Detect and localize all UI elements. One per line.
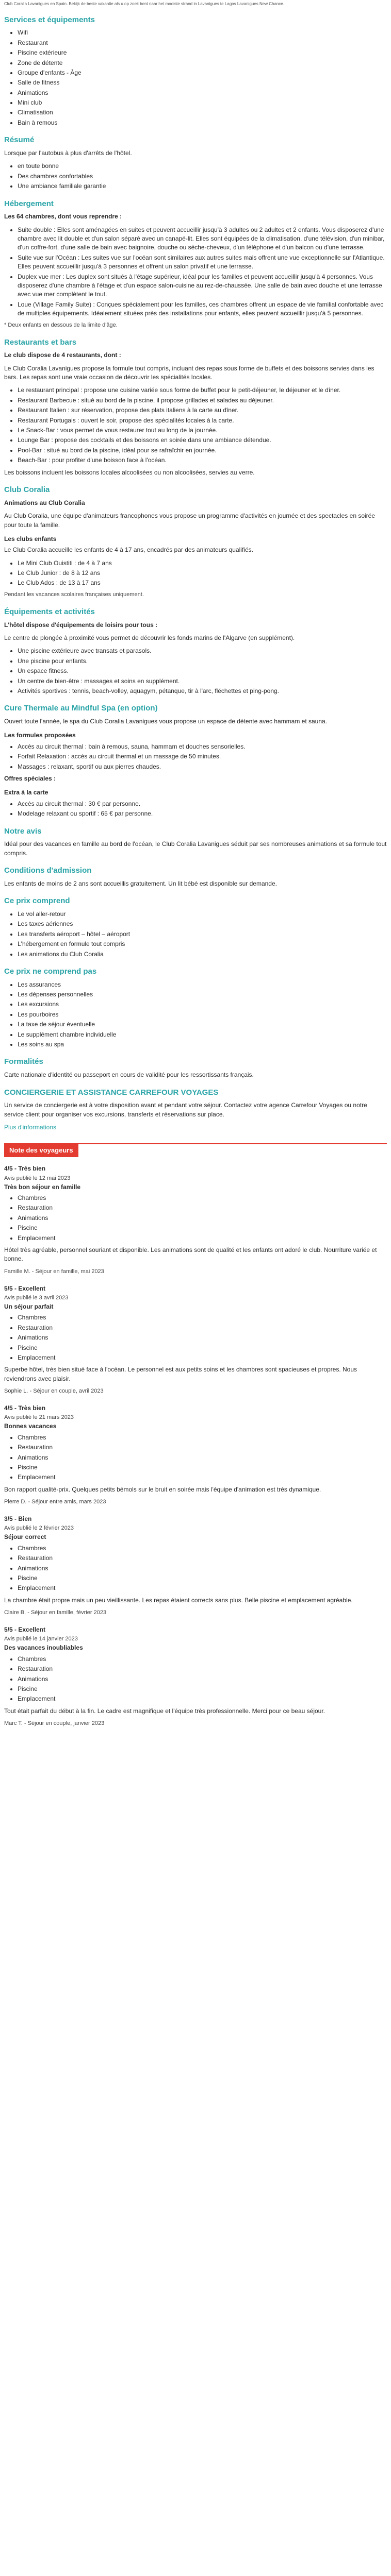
section-list bbox=[4, 386, 387, 465]
intro-text: Club Coralia Lavanigues en Spain. Bekijk de beste vakantie als u op zoek bent naar het mooiste strand in Lavanigues te Lagos Lavanigues New Chance. bbox=[4, 2, 285, 6]
list-item: • Les excursions bbox=[18, 1000, 387, 1009]
list-item: • Restauration bbox=[18, 1554, 387, 1563]
review-author: Sophie L. - Séjour en couple, avril 2023 bbox=[4, 1388, 104, 1395]
section-text: Au Club Coralia, une équipe d'animateurs francophones vous propose un programme d'activités en journée et des spectacles en soirée pour toute la famille. bbox=[4, 512, 376, 529]
list-item: • Emplacement bbox=[18, 1353, 387, 1362]
section-list bbox=[4, 162, 387, 191]
review-title: Très bon séjour en famille bbox=[4, 1183, 81, 1191]
section-list bbox=[4, 28, 387, 127]
section-text: Carte nationale d'identité ou passeport en cours de validité pour les ressortissants français. bbox=[4, 1071, 254, 1079]
more-info-link[interactable]: Plus d'informations bbox=[4, 1124, 57, 1131]
section-services bbox=[4, 14, 387, 128]
review-title: Un séjour parfait bbox=[4, 1303, 54, 1311]
list-item: • Animations bbox=[18, 1333, 387, 1342]
section-title: Conditions d'admission bbox=[4, 866, 92, 875]
review-item bbox=[4, 1284, 387, 1396]
section-text: Idéal pour des vacances en famille au bord de l'océan, le Club Coralia Lavanigues séduit par ses nombreuses animations et sa formule tout compris. bbox=[4, 840, 387, 857]
list-item: • Restaurant bbox=[18, 39, 387, 47]
list-item: • Emplacement bbox=[18, 1694, 387, 1703]
list-item: • Chambres bbox=[18, 1313, 387, 1322]
list-item: • Restaurant Portugais : ouvert le soir, propose des spécialités locales à la carte. bbox=[18, 416, 387, 425]
section-title: Cure Thermale au Mindful Spa (en option) bbox=[4, 704, 158, 713]
section-agences bbox=[4, 895, 387, 959]
list-item: • Un centre de bien-être : massages et soins en supplément. bbox=[18, 677, 387, 686]
section-note: Pendant les vacances scolaires françaises uniquement. bbox=[4, 591, 144, 598]
section-list bbox=[4, 910, 387, 959]
section-note: * Deux enfants en dessous de la limite d'âge. bbox=[4, 321, 118, 328]
list-item: • Chambres bbox=[18, 1655, 387, 1664]
section-list bbox=[4, 980, 387, 1049]
review-author: Pierre D. - Séjour entre amis, mars 2023 bbox=[4, 1499, 106, 1505]
review-date: Avis publié le 3 avril 2023 bbox=[4, 1295, 69, 1301]
section-list bbox=[4, 226, 387, 318]
list-item: • Massages : relaxant, sportif ou aux pierres chaudes. bbox=[18, 762, 387, 771]
list-item: • Les dépenses personnelles bbox=[18, 990, 387, 999]
list-item: • Restaurant Italien : sur réservation, propose des plats italiens à la carte au dîner. bbox=[18, 406, 387, 415]
review-date: Avis publié le 12 mai 2023 bbox=[4, 1175, 71, 1181]
review-criteria-list bbox=[4, 1313, 387, 1362]
review-item bbox=[4, 1164, 387, 1276]
list-item: • Une ambiance familiale garantie bbox=[18, 182, 387, 191]
section-text: Le Club Coralia accueille les enfants de 4 à 17 ans, encadrés par des animateurs qualifiés. bbox=[4, 546, 253, 554]
list-item: • Les taxes aériennes bbox=[18, 920, 387, 928]
list-item: • Piscine bbox=[18, 1685, 387, 1693]
list-item: • Les pourboires bbox=[18, 1010, 387, 1019]
list-item: • Groupe d'enfants - Âge bbox=[18, 69, 387, 77]
list-item: • Bain à remous bbox=[18, 118, 387, 127]
list-item: • Restauration bbox=[18, 1665, 387, 1673]
list-item: • Le Club Junior : de 8 à 12 ans bbox=[18, 569, 387, 578]
section-club bbox=[4, 484, 387, 599]
list-item: • Restauration bbox=[18, 1204, 387, 1212]
list-item: • Animations bbox=[18, 1453, 387, 1462]
list-item: • Le Snack-Bar : vous permet de vous restaurer tout au long de la journée. bbox=[18, 426, 387, 435]
list-item: • Loue (Village Family Suite) : Conçues spécialement pour les familles, ces chambres offrent un espace de vie familial confortable avec de multiples équipements. Idéalement situées près des installations pour enfants, elles peuvent accueillir jusqu'à 5 personnes. bbox=[18, 300, 387, 318]
section-text: Lorsque par l'autobus à plus d'arrêts de l'hôtel. bbox=[4, 149, 132, 157]
section-resume bbox=[4, 134, 387, 191]
page bbox=[0, 1, 391, 1749]
list-item: • Le vol aller-retour bbox=[18, 910, 387, 919]
list-item: • Le Mini Club Ouistiti : de 4 à 7 ans bbox=[18, 559, 387, 568]
list-item: • Le restaurant principal : propose une cuisine variée sous forme de buffet pour le petit-déjeuner, le déjeuner et le dîner. bbox=[18, 386, 387, 395]
section-title: Hébergement bbox=[4, 199, 54, 208]
reviews-box bbox=[4, 1143, 387, 1728]
section-subtitle: Extra à la carte bbox=[4, 789, 48, 796]
list-item: • Salle de fitness bbox=[18, 78, 387, 87]
list-item: • Emplacement bbox=[18, 1473, 387, 1482]
section-list bbox=[4, 647, 387, 696]
section-title: CONCIERGERIE ET ASSISTANCE CARREFOUR VOYAGES bbox=[4, 1088, 219, 1097]
review-item bbox=[4, 1625, 387, 1728]
list-item: • Piscine extérieure bbox=[18, 48, 387, 57]
review-date: Avis publié le 14 janvier 2023 bbox=[4, 1636, 78, 1642]
review-text: Hôtel très agréable, personnel souriant et disponible. Les animations sont de qualité et les enfants ont adoré le club. Nourriture variée et bonne. bbox=[4, 1246, 377, 1263]
list-item: • Chambres bbox=[18, 1433, 387, 1442]
list-item: • Pool-Bar : situé au bord de la piscine, idéal pour se rafraîchir en journée. bbox=[18, 446, 387, 455]
list-item: • Emplacement bbox=[18, 1234, 387, 1243]
section-extra-list bbox=[4, 800, 387, 819]
section-title: Restaurants et bars bbox=[4, 337, 77, 347]
review-date: Avis publié le 2 février 2023 bbox=[4, 1525, 74, 1532]
review-criteria-list bbox=[4, 1433, 387, 1482]
list-item: • Emplacement bbox=[18, 1584, 387, 1592]
content-sections bbox=[4, 14, 387, 1132]
section-lead: Animations au Club Coralia bbox=[4, 499, 85, 506]
review-title: Des vacances inoubliables bbox=[4, 1644, 83, 1652]
review-author: Famille M. - Séjour en famille, mai 2023 bbox=[4, 1268, 104, 1275]
section-conseils bbox=[4, 1087, 387, 1132]
list-item: • Piscine bbox=[18, 1344, 387, 1352]
list-item: • Wifi bbox=[18, 28, 387, 37]
list-item: • Piscine bbox=[18, 1574, 387, 1583]
list-item: • Zone de détente bbox=[18, 59, 387, 67]
section-title: Ce prix comprend bbox=[4, 896, 70, 906]
section-list bbox=[4, 559, 387, 588]
section-restauration bbox=[4, 337, 387, 477]
section-text: Le Club Coralia Lavanigues propose la formule tout compris, incluant des repas sous forme de buffets et des boissons servies dans les bars. Les repas sont une vraie occasion de découvrir les spécialités locales. bbox=[4, 364, 374, 381]
section-title: Résumé bbox=[4, 135, 35, 145]
list-item: • Mini club bbox=[18, 98, 387, 107]
review-text: Tout était parfait du début à la fin. Le cadre est magnifique et l'équipe très professionnelle. Merci pour ce beau séjour. bbox=[4, 1707, 325, 1715]
section-text: Les boissons incluent les boissons locales alcoolisées ou non alcoolisées, servies au verre. bbox=[4, 468, 255, 476]
list-item: • Le Club Ados : de 13 à 17 ans bbox=[18, 579, 387, 587]
list-item: • La taxe de séjour éventuelle bbox=[18, 1020, 387, 1029]
section-title: Notre avis bbox=[4, 826, 42, 836]
review-date: Avis publié le 21 mars 2023 bbox=[4, 1414, 74, 1421]
section-transport bbox=[4, 703, 387, 818]
list-item: • Lounge Bar : propose des cocktails et des boissons en soirée dans une ambiance détendue. bbox=[18, 436, 387, 445]
reviews-list bbox=[4, 1164, 387, 1728]
review-rating: 4/5 - Très bien bbox=[4, 1165, 46, 1173]
section-text: Ouvert toute l'année, le spa du Club Coralia Lavanigues vous propose un espace de détente avec hammam et sauna. bbox=[4, 718, 328, 725]
section-list bbox=[4, 742, 387, 771]
section-exclus bbox=[4, 966, 387, 1049]
list-item: • Restauration bbox=[18, 1324, 387, 1332]
review-text: La chambre était propre mais un peu vieillissante. Les repas étaient corrects sans plus. Belle piscine et emplacement agréable. bbox=[4, 1596, 353, 1604]
list-item: • Chambres bbox=[18, 1194, 387, 1202]
section-text: Un service de conciergerie est à votre disposition avant et pendant votre séjour. Contactez votre agence Carrefour Voyages ou notre service client pour organiser vos excursions, transferts et réservations sur place. bbox=[4, 1101, 367, 1118]
section-lead: Le club dispose de 4 restaurants, dont : bbox=[4, 351, 121, 359]
review-rating: 3/5 - Bien bbox=[4, 1515, 32, 1523]
section-loisirs bbox=[4, 606, 387, 696]
reviews-box-title: Note des voyageurs bbox=[4, 1144, 78, 1157]
list-item: • Beach-Bar : pour profiter d'une boisson face à l'océan. bbox=[18, 456, 387, 465]
list-item: • Suite double : Elles sont aménagées en suites et peuvent accueillir jusqu'à 3 adultes ou 2 adultes et 2 enfants. Vous disposerez d'une chambre avec lit double et d'un salon séparé avec un canapé-lit. Elles sont équipées de la climatisation, d'une télévision, d'un minibar, d'un coffre-fort, d'une salle de bain avec baignoire, douche ou sèche-cheveux, d'un téléphone et d'un balcon ou d'une terrasse. bbox=[18, 226, 387, 252]
list-item: • Le supplément chambre individuelle bbox=[18, 1030, 387, 1039]
list-item: • Climatisation bbox=[18, 108, 387, 117]
list-item: • Les soins au spa bbox=[18, 1040, 387, 1049]
section-formalites bbox=[4, 1056, 387, 1079]
section-hebergement bbox=[4, 198, 387, 330]
list-item: • Des chambres confortables bbox=[18, 172, 387, 181]
review-rating: 4/5 - Très bien bbox=[4, 1404, 46, 1412]
list-item: • Forfait Relaxation : accès au circuit thermal et un massage de 50 minutes. bbox=[18, 752, 387, 761]
section-text: Les enfants de moins de 2 ans sont accueillis gratuitement. Un lit bébé est disponible sur demande. bbox=[4, 879, 277, 887]
review-item bbox=[4, 1515, 387, 1617]
review-title: Bonnes vacances bbox=[4, 1422, 57, 1430]
review-title: Séjour correct bbox=[4, 1533, 46, 1541]
list-item: • Animations bbox=[18, 1214, 387, 1223]
section-conditions bbox=[4, 865, 387, 888]
list-item: • Activités sportives : tennis, beach-volley, aquagym, pétanque, tir à l'arc, fléchettes et ping-pong. bbox=[18, 687, 387, 696]
section-lead: Offres spéciales : bbox=[4, 774, 56, 782]
list-item: • Animations bbox=[18, 1564, 387, 1573]
list-item: • Une piscine pour enfants. bbox=[18, 657, 387, 666]
section-lead: Les 64 chambres, dont vous reprendre : bbox=[4, 213, 122, 221]
list-item: • Piscine bbox=[18, 1224, 387, 1232]
list-item: • Accès au circuit thermal : 30 € par personne. bbox=[18, 800, 387, 808]
section-title: Formalités bbox=[4, 1057, 43, 1066]
list-item: • Les assurances bbox=[18, 980, 387, 989]
list-item: • Piscine bbox=[18, 1463, 387, 1472]
section-title: Club Coralia bbox=[4, 485, 50, 494]
section-subtitle: Les formules proposées bbox=[4, 732, 76, 739]
section-notes bbox=[4, 826, 387, 858]
review-rating: 5/5 - Excellent bbox=[4, 1284, 46, 1292]
list-item: • Les transferts aéroport – hôtel – aéroport bbox=[18, 930, 387, 939]
review-criteria-list bbox=[4, 1544, 387, 1593]
list-item: • en toute bonne bbox=[18, 162, 387, 171]
list-item: • Accès au circuit thermal : bain à remous, sauna, hammam et douches sensorielles. bbox=[18, 742, 387, 751]
list-item: • Un espace fitness. bbox=[18, 667, 387, 675]
review-criteria-list bbox=[4, 1194, 387, 1243]
review-rating: 5/5 - Excellent bbox=[4, 1626, 46, 1634]
section-text: Le centre de plongée à proximité vous permet de découvrir les fonds marins de l'Algarve (en supplément). bbox=[4, 634, 295, 641]
review-author: Claire B. - Séjour en famille, février 2023 bbox=[4, 1609, 107, 1616]
list-item: • Restauration bbox=[18, 1443, 387, 1452]
list-item: • Une piscine extérieure avec transats et parasols. bbox=[18, 647, 387, 655]
list-item: • Chambres bbox=[18, 1544, 387, 1553]
list-item: • Duplex vue mer : Les duplex sont situés à l'étage supérieur, idéal pour les familles et peuvent accueillir jusqu'à 4 personnes. Vous disposerez d'une chambre à l'étage et d'un espace salon-cuisine au rez-de-chaussée. Une salle de bain avec douche et une terrasse avec vue mer complètent le tout. bbox=[18, 273, 387, 299]
section-lead: L'hôtel dispose d'équipements de loisirs pour tous : bbox=[4, 621, 158, 629]
list-item: • Animations bbox=[18, 1675, 387, 1684]
list-item: • Animations bbox=[18, 89, 387, 97]
section-title: Services et équipements bbox=[4, 15, 95, 24]
list-item: • L'hébergement en formule tout compris bbox=[18, 940, 387, 948]
review-text: Bon rapport qualité-prix. Quelques petits bémols sur le bruit en soirée mais l'équipe d'animation est très dynamique. bbox=[4, 1485, 321, 1493]
list-item: • Modelage relaxant ou sportif : 65 € par personne. bbox=[18, 809, 387, 818]
review-text: Superbe hôtel, très bien situé face à l'océan. Le personnel est aux petits soins et les chambres sont spacieuses et propres. Nous reviendrons avec plaisir. bbox=[4, 1366, 357, 1382]
section-subtitle: Les clubs enfants bbox=[4, 535, 57, 543]
section-title: Ce prix ne comprend pas bbox=[4, 967, 97, 976]
list-item: • Les animations du Club Coralia bbox=[18, 950, 387, 959]
list-item: • Suite vue sur l'Océan : Les suites vue sur l'océan sont similaires aux autres suites mais offrent une vue exceptionnelle sur l'Atlantique. Elles peuvent accueillir jusqu'à 3 personnes et offrent un salon privatif et une terrasse. bbox=[18, 253, 387, 272]
section-title: Équipements et activités bbox=[4, 607, 95, 616]
review-item bbox=[4, 1404, 387, 1506]
review-criteria-list bbox=[4, 1655, 387, 1704]
list-item: • Restaurant Barbecue : situé au bord de la piscine, il propose grillades et salades au déjeuner. bbox=[18, 396, 387, 405]
review-author: Marc T. - Séjour en couple, janvier 2023 bbox=[4, 1720, 105, 1727]
